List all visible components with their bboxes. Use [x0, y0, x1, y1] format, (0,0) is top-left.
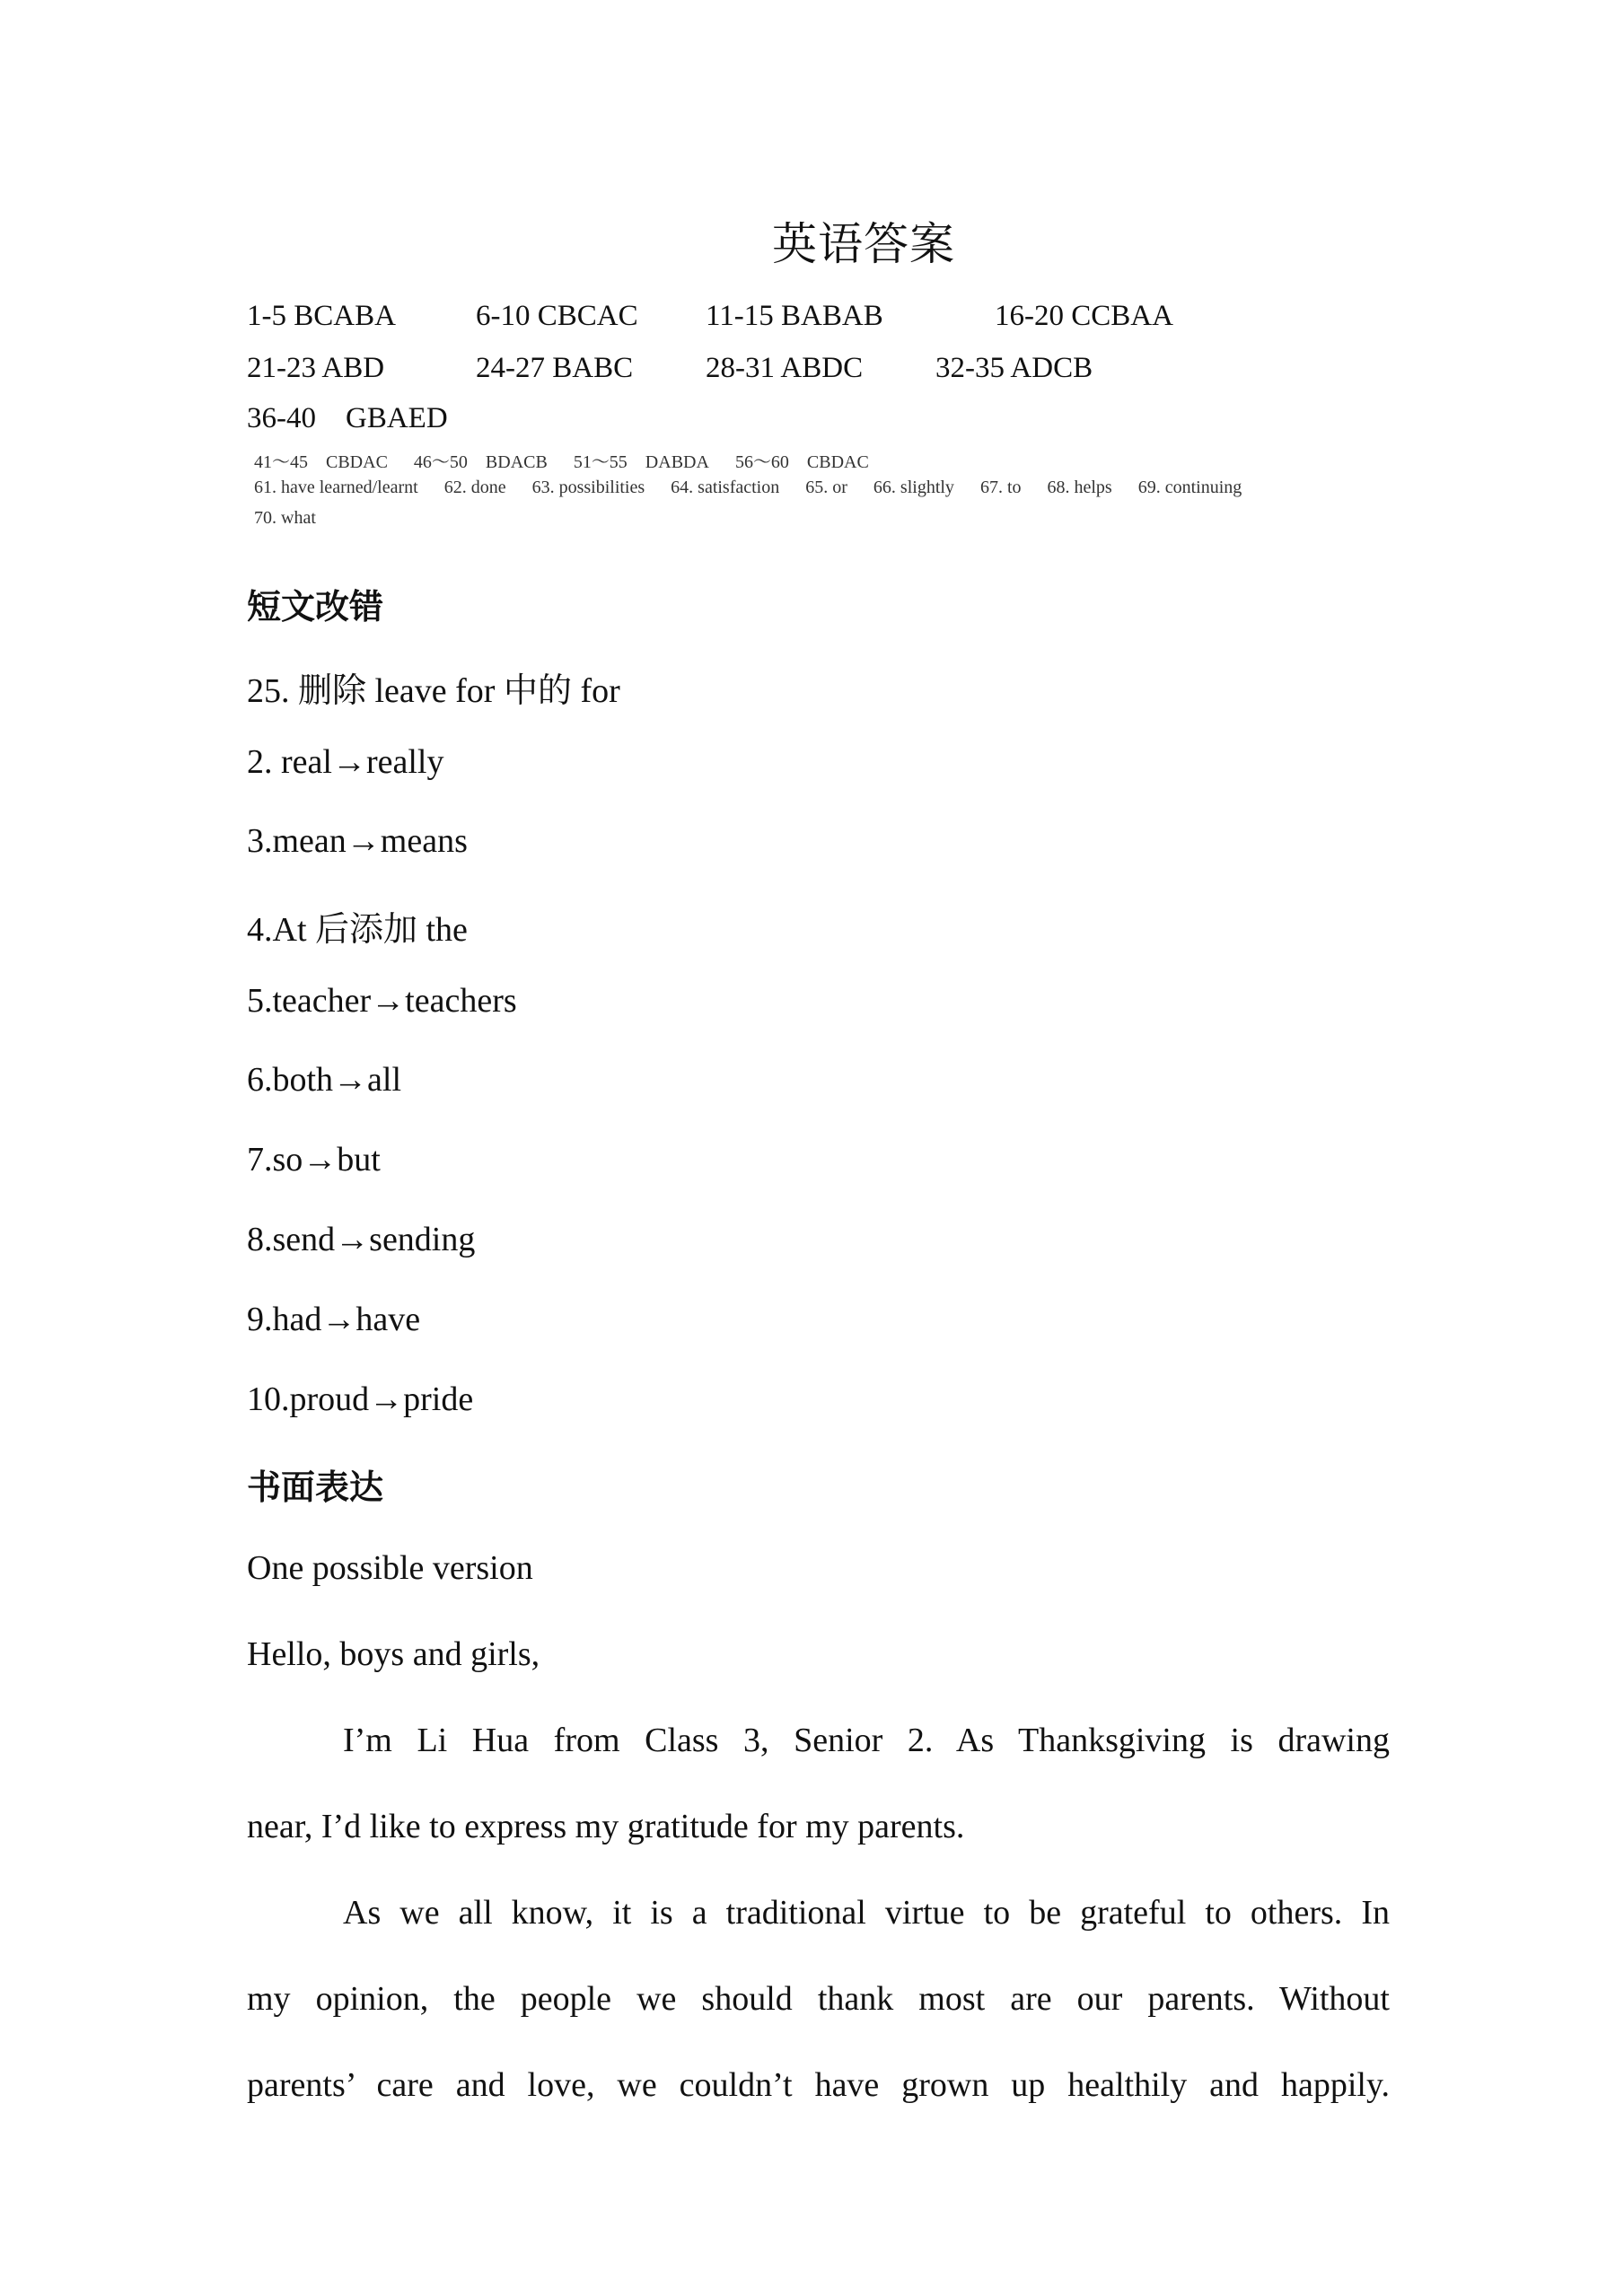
- fill-66: 66. slightly: [873, 478, 954, 497]
- fill-64: 64. satisfaction: [671, 478, 780, 497]
- version-label: One possible version: [247, 1549, 533, 1587]
- correction-item: 3.mean→means: [247, 822, 468, 860]
- fill-65: 65. or: [805, 478, 847, 497]
- fill-63: 63. possibilities: [531, 478, 645, 497]
- correction-item: 4.At 后添加 the: [247, 911, 468, 949]
- greeting: Hello, boys and girls,: [247, 1635, 540, 1673]
- correction-item: 6.both→all: [247, 1061, 402, 1099]
- fill-61: 61. have learned/learnt: [254, 478, 418, 497]
- answer-32-35: 32-35 ADCB: [935, 352, 1093, 384]
- error-correction-heading: 短文改错: [247, 587, 384, 627]
- correction-item: 8.send→sending: [247, 1221, 476, 1258]
- answer-1-5: 1-5 BCABA: [247, 300, 396, 332]
- answer-28-31: 28-31 ABDC: [706, 352, 864, 384]
- essay-line: As we all know, it is a traditional virtue to be grateful to others. In: [343, 1894, 1390, 1932]
- writing-heading: 书面表达: [247, 1468, 384, 1507]
- correction-item: 2. real→really: [247, 743, 444, 781]
- answer-11-15: 11-15 BABAB: [706, 300, 883, 332]
- essay-line: my opinion, the people we should thank most are our parents. Without: [247, 1980, 1390, 2018]
- essay-line: near, I’d like to express my gratitude for my parents.: [247, 1808, 965, 1845]
- cloze-51-55: 51～55 DABDA: [573, 452, 709, 472]
- essay-line: I’m Li Hua from Class 3, Senior 2. As Thanksgiving is drawing: [343, 1722, 1390, 1759]
- correction-item: 10.proud→pride: [247, 1380, 474, 1418]
- fill-68: 68. helps: [1047, 478, 1112, 497]
- correction-item: 9.had→have: [247, 1301, 421, 1338]
- fill-69: 69. continuing: [1137, 478, 1242, 497]
- cloze-41-45: 41～45 CBDAC: [254, 452, 388, 472]
- essay-line: parents’ care and love, we couldn’t have grown up healthily and happily.: [247, 2066, 1390, 2104]
- answer-36-40: 36-40 GBAED: [247, 402, 448, 434]
- fill-70: 70. what: [254, 508, 316, 528]
- fill-62: 62. done: [443, 478, 506, 497]
- cloze-56-60: 56～60 CBDAC: [734, 452, 869, 472]
- fill-67: 67. to: [979, 478, 1022, 497]
- correction-item: 5.teacher→teachers: [247, 982, 517, 1020]
- answer-6-10: 6-10 CBCAC: [476, 300, 638, 332]
- clipped-text-fragment: [254, 537, 344, 542]
- cloze-46-50: 46～50 BDACB: [413, 452, 548, 472]
- grammar-fill-answers: [254, 478, 1263, 498]
- page-title: 英语答案: [772, 219, 955, 269]
- cloze-answers: [254, 447, 891, 473]
- answer-21-23: 21-23 ABD: [247, 352, 385, 384]
- correction-item: 25. 删除 leave for 中的 for: [247, 672, 620, 710]
- answer-16-20: 16-20 CCBAA: [995, 300, 1173, 332]
- correction-item: 7.so→but: [247, 1141, 381, 1179]
- answer-24-27: 24-27 BABC: [476, 352, 634, 384]
